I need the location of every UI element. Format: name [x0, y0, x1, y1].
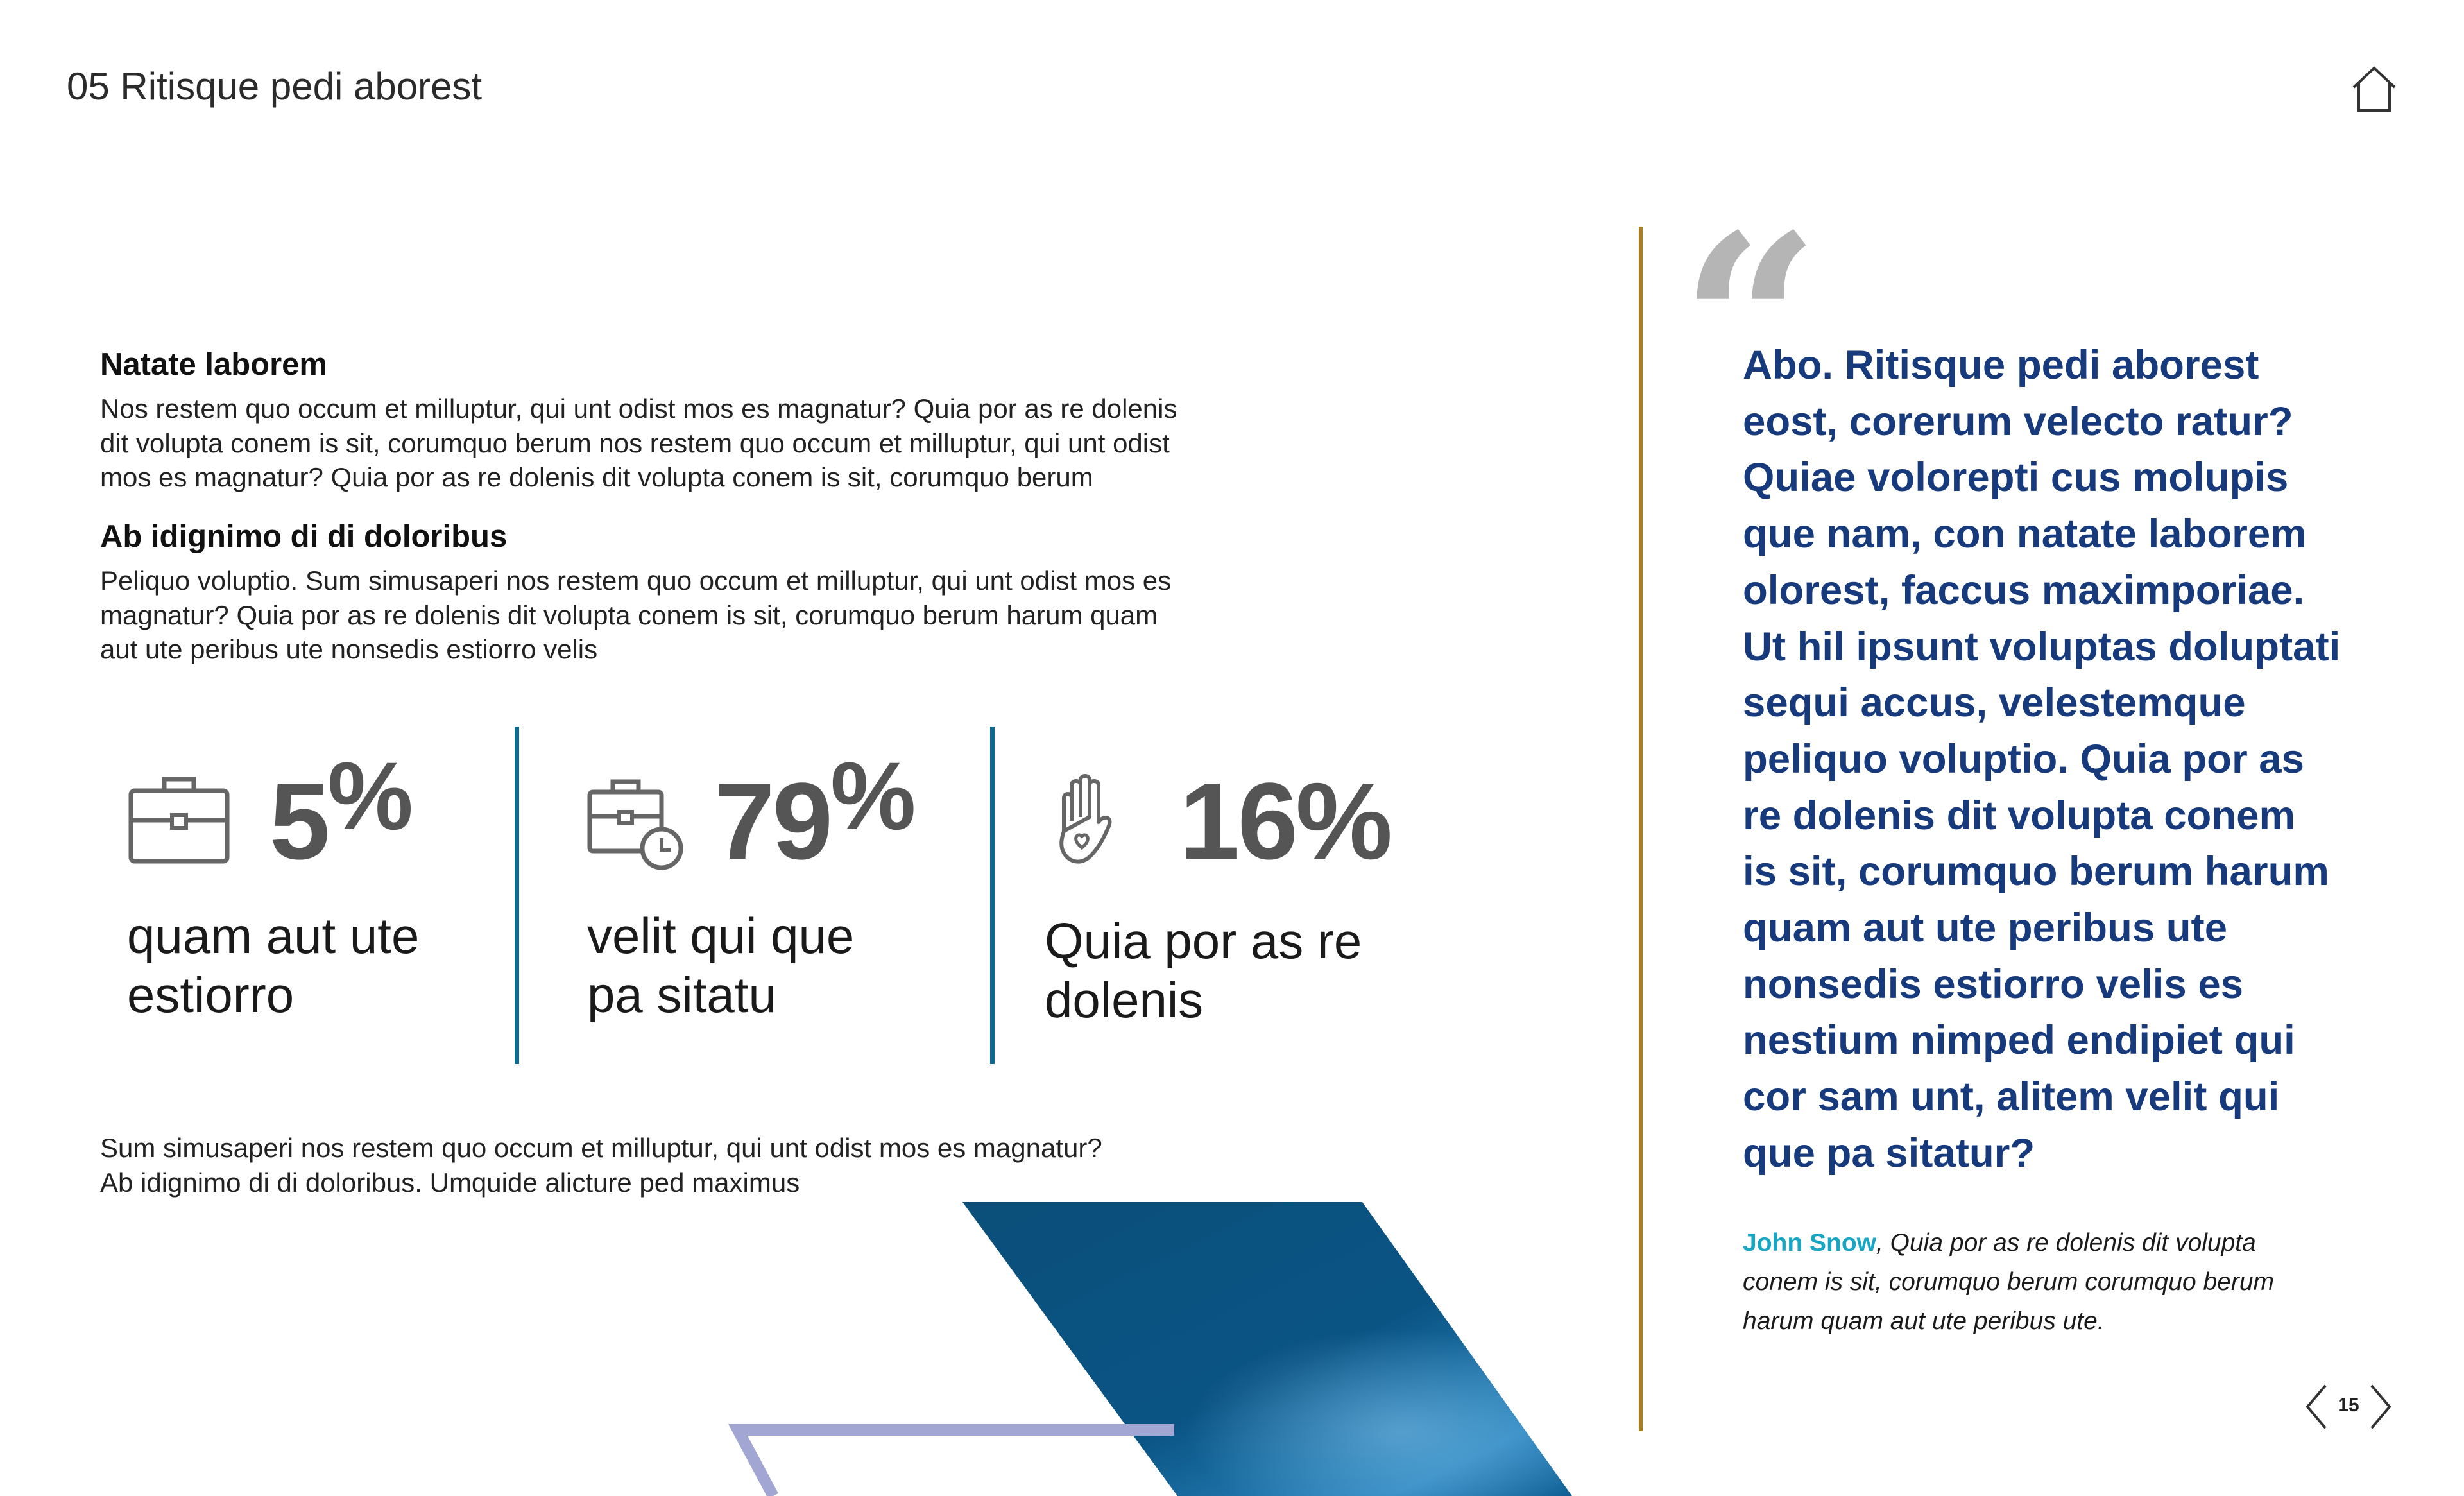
page-navigation: [2304, 1383, 2393, 1431]
footer-paragraph: [100, 1131, 1102, 1199]
section-title: 05 Ritisque pedi aborest: [67, 65, 483, 108]
stat-block-1: [127, 770, 231, 870]
chevron-right-icon: [2368, 1383, 2393, 1431]
intro-paragraph-2-line: magnatur? Quia por as re dolenis dit volupta conem is sit, corumquo berum harum quam: [100, 599, 1158, 630]
stat-label-line: pa sitatu: [587, 967, 776, 1023]
stat-label-line: velit qui que: [587, 907, 855, 964]
attribution-line: , Quia por as re dolenis dit volupta: [1876, 1229, 2256, 1257]
pull-quote-line: Ut hil ipsunt voluptas doluptati: [1743, 624, 2341, 669]
home-icon: [2348, 64, 2400, 116]
stat-label-1: [127, 906, 419, 1024]
stat-number: 79: [714, 761, 831, 882]
stat-percent-sign: %: [327, 742, 413, 850]
attribution-line: harum quam aut ute peribus ute.: [1743, 1307, 2105, 1335]
briefcase-clock-icon: [587, 777, 691, 873]
home-button[interactable]: [2348, 64, 2400, 116]
quote-rule: [1639, 227, 1643, 1431]
stat-label-line: quam aut ute: [127, 907, 420, 964]
pull-quote-line: que nam, con natate laborem: [1743, 512, 2307, 557]
prev-page-button[interactable]: [2304, 1383, 2329, 1431]
stat-label-line: Quia por as re: [1045, 913, 1362, 969]
pull-quote: [1743, 338, 2417, 1182]
stat-percent-sign: %: [830, 742, 916, 850]
intro-paragraph-2-line: aut ute peribus ute nonsedis estiorro velis: [100, 634, 598, 664]
pull-quote-line: quam aut ute peribus ute: [1743, 906, 2228, 951]
pull-quote-line: sequi accus, velestemque: [1743, 680, 2246, 726]
hand-heart-icon: [1045, 772, 1149, 868]
chevron-left-icon: [2304, 1383, 2329, 1431]
intro-paragraph-1-line: dit volupta conem is sit, corumquo berum nos restem quo occum et milluptur, qui unt odist: [100, 427, 1170, 458]
attribution-line: conem is sit, corumquo berum corumquo berum: [1743, 1268, 2275, 1296]
quote-author: John Snow: [1743, 1229, 1876, 1257]
page-number: 15: [2338, 1395, 2359, 1416]
stat-block-3: [1045, 772, 1149, 872]
stat-block-2: [587, 777, 691, 876]
stat-divider: [515, 727, 519, 1064]
pull-quote-line: nonsedis estiorro velis es: [1743, 961, 2243, 1007]
pull-quote-line: que pa sitatur?: [1743, 1130, 2035, 1176]
pull-quote-line: cor sam unt, alitem velit qui: [1743, 1074, 2280, 1120]
intro-paragraph-1-line: mos es magnatur? Quia por as re dolenis dit volupta conem is sit, corumquo berum: [100, 462, 1093, 492]
stat-value-2: [714, 742, 916, 882]
stat-percent-sign: %: [1296, 761, 1393, 882]
pull-quote-line: re dolenis dit volupta conem: [1743, 793, 2295, 838]
intro-paragraph-2: [100, 563, 1171, 667]
stat-label-line: dolenis: [1045, 972, 1204, 1028]
intro-heading-2: Ab idignimo di di doloribus: [100, 519, 508, 554]
stat-divider: [990, 727, 995, 1064]
pull-quote-line: Abo. Ritisque pedi aborest: [1743, 343, 2259, 388]
intro-paragraph-2-line: Peliquo voluptio. Sum simusaperi nos restem quo occum et milluptur, qui unt odist mos es: [100, 565, 1172, 596]
pull-quote-line: Quiae volorepti cus molupis: [1743, 455, 2289, 501]
pull-quote-line: nestium nimped endipiet qui: [1743, 1018, 2295, 1063]
stat-label-2: [587, 906, 854, 1024]
intro-heading-1: Natate laborem: [100, 347, 328, 382]
stat-value-1: [270, 742, 413, 882]
quote-attribution: [1743, 1223, 2417, 1341]
pull-quote-line: peliquo voluptio. Quia por as: [1743, 736, 2304, 782]
stat-number: 5: [270, 761, 328, 882]
stat-label-line: estiorro: [127, 967, 295, 1023]
footer-paragraph-line: Sum simusaperi nos restem quo occum et milluptur, qui unt odist mos es magnatur?: [100, 1133, 1102, 1163]
stat-number: 16: [1179, 761, 1296, 882]
stat-value-3: [1179, 761, 1393, 882]
pull-quote-line: eost, corerum velecto ratur?: [1743, 399, 2293, 444]
intro-paragraph-1: [100, 391, 1177, 495]
pull-quote-line: is sit, corumquo berum harum: [1743, 849, 2329, 895]
quote-mark-icon: “: [1680, 181, 1820, 468]
pull-quote-line: olorest, faccus maximporiae.: [1743, 567, 2305, 613]
briefcase-icon: [127, 770, 231, 866]
lavender-outline-shape: [738, 1430, 1174, 1496]
next-page-button[interactable]: [2368, 1383, 2393, 1431]
stat-label-3: [1045, 911, 1362, 1029]
intro-paragraph-1-line: Nos restem quo occum et milluptur, qui unt odist mos es magnatur? Quia por as re dolenis: [100, 393, 1177, 424]
blue-band-highlight: [963, 1202, 1572, 1496]
footer-paragraph-line: Ab idignimo di di doloribus. Umquide alicture ped maximus: [100, 1167, 800, 1198]
